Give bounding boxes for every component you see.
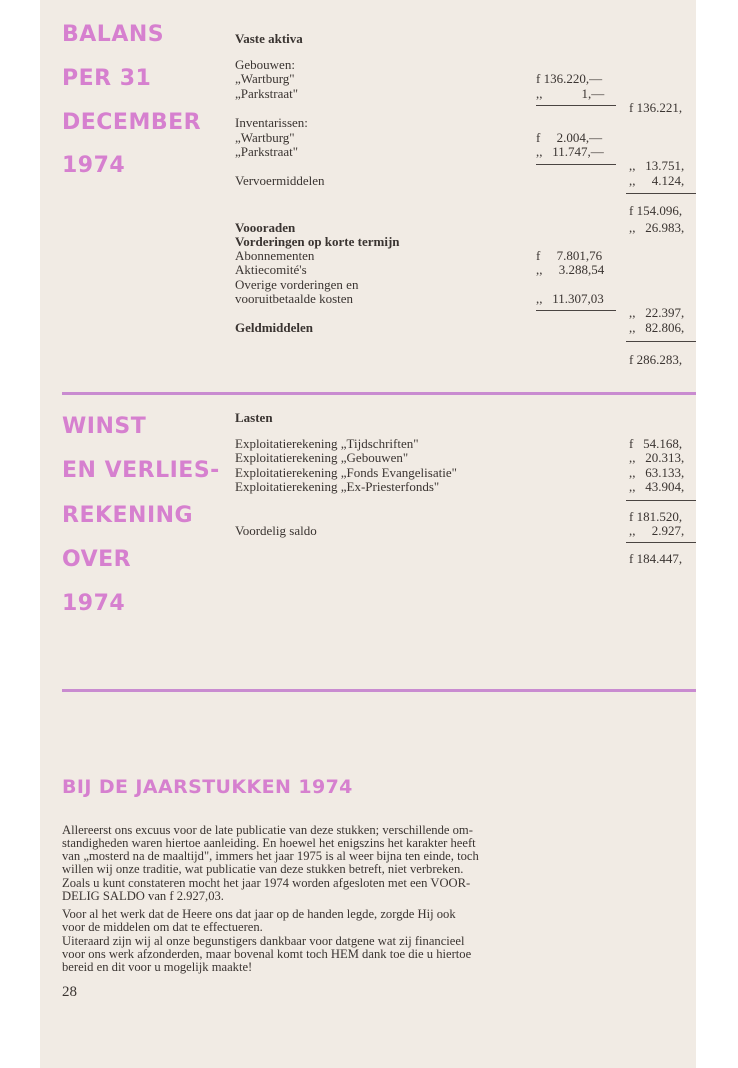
- lasten-row-1-value: f 54.168,: [629, 436, 683, 451]
- winst-heading-line-5: 1974: [62, 591, 126, 616]
- voordelig-saldo-value: ,, 2.927,: [629, 523, 685, 538]
- paragraph-line: standigheden waren hiertoe aanleiding. En hoewel het enigszins het karakter heeft: [62, 836, 476, 850]
- page-number: 28: [62, 984, 77, 1000]
- gebouwen-wartburg-value: f 136.220,—: [536, 71, 603, 86]
- balans-grand-total: f 286.283,: [629, 352, 683, 367]
- paragraph-line: Uiteraard zijn wij al onze begunstigers dankbaar voor datgene wat zij financieel: [62, 934, 465, 948]
- lasten-row-4-value: ,, 43.904,: [629, 479, 685, 494]
- lasten-row-3-label: Exploitatierekening „Fonds Evangelisatie": [235, 465, 457, 480]
- balans-subtotal: f 154.096,: [629, 203, 683, 218]
- rule: [626, 193, 696, 194]
- gebouwen-wartburg-label: „Wartburg": [235, 71, 295, 86]
- jaarstukken-title: BIJ DE JAARSTUKKEN 1974: [62, 776, 353, 798]
- winst-total: f 184.447,: [629, 551, 683, 566]
- paragraph-line: voor ons werk afzonderden, maar bovenal komt toch HEM dank toe die u hiertoe: [62, 947, 472, 961]
- aktiecomites-value: ,, 3.288,54: [536, 262, 605, 277]
- abonnementen-value: f 7.801,76: [536, 248, 603, 263]
- section-divider: [62, 689, 696, 692]
- rule: [626, 341, 696, 342]
- lasten-row-3-value: ,, 63.133,: [629, 465, 685, 480]
- inventarissen-total: ,, 13.751,: [629, 158, 685, 173]
- paragraph-line: voor de middelen om dat te effectueren.: [62, 920, 263, 934]
- geldmiddelen-value: ,, 82.806,: [629, 320, 685, 335]
- section-divider: [62, 392, 696, 395]
- vervoermiddelen-value: ,, 4.124,: [629, 173, 685, 188]
- overige-value: ,, 11.307,03: [536, 291, 604, 306]
- overige-label-1: Overige vorderingen en: [235, 277, 359, 292]
- voorraden-label: Voooraden: [235, 220, 296, 235]
- gebouwen-parkstraat-value: ,, 1,—: [536, 86, 605, 101]
- document-page: [40, 0, 696, 1068]
- rule: [536, 310, 616, 311]
- overige-label-2: vooruitbetaalde kosten: [235, 291, 354, 306]
- gebouwen-parkstraat-label: „Parkstraat": [235, 86, 299, 101]
- gebouwen-total: f 136.221,: [629, 100, 683, 115]
- lasten-row-4-label: Exploitatierekening „Ex-Priesterfonds": [235, 479, 440, 494]
- lasten-label: Lasten: [235, 410, 273, 425]
- vorderingen-total: ,, 22.397,: [629, 305, 685, 320]
- geldmiddelen-label: Geldmiddelen: [235, 320, 314, 335]
- rule: [626, 542, 696, 543]
- inventarissen-wartburg-label: „Wartburg": [235, 130, 295, 145]
- winst-heading-line-1: WINST: [62, 414, 147, 439]
- balans-heading-line-4: 1974: [62, 153, 126, 178]
- lasten-row-1-label: Exploitatierekening „Tijdschriften": [235, 436, 419, 451]
- balans-heading-line-1: BALANS: [62, 22, 165, 47]
- vorderingen-label: Vorderingen op korte termijn: [235, 234, 400, 249]
- abonnementen-label: Abonnementen: [235, 248, 315, 263]
- vaste-aktiva-label: Vaste aktiva: [235, 31, 303, 46]
- lasten-subtotal: f 181.520,: [629, 509, 683, 524]
- winst-heading-line-2: EN VERLIES-: [62, 458, 220, 483]
- inventarissen-label: Inventarissen:: [235, 115, 308, 130]
- winst-heading-line-4: OVER: [62, 547, 132, 572]
- aktiecomites-label: Aktiecomité's: [235, 262, 307, 277]
- paragraph-line: Allereerst ons excuus voor de late publicatie van deze stukken; verschillende om-: [62, 823, 473, 837]
- rule: [536, 105, 616, 106]
- lasten-row-2-value: ,, 20.313,: [629, 450, 685, 465]
- inventarissen-parkstraat-value: ,, 11.747,—: [536, 144, 604, 159]
- paragraph-line: DELIG SALDO van f 2.927,03.: [62, 889, 224, 903]
- paragraph-line: willen wij onze traditie, wat publicatie van deze stukken betreft, niet verbreken.: [62, 862, 464, 876]
- paragraph-line: Zoals u kunt constateren mocht het jaar 1974 worden afgesloten met een VOOR-: [62, 876, 471, 890]
- inventarissen-parkstraat-label: „Parkstraat": [235, 144, 299, 159]
- vervoermiddelen-label: Vervoermiddelen: [235, 173, 325, 188]
- balans-heading-line-3: DECEMBER: [62, 110, 202, 135]
- winst-heading-line-3: REKENING: [62, 503, 194, 528]
- voorraden-value: ,, 26.983,: [629, 220, 685, 235]
- paragraph-line: bereid en dit voor u mogelijk maakte!: [62, 960, 253, 974]
- gebouwen-label: Gebouwen:: [235, 57, 295, 72]
- balans-heading-line-2: PER 31: [62, 66, 152, 91]
- lasten-row-2-label: Exploitatierekening „Gebouwen": [235, 450, 409, 465]
- paragraph-line: van „mosterd na de maaltijd", immers het jaar 1975 is al weer bijna ten einde, toch: [62, 849, 479, 863]
- voordelig-saldo-label: Voordelig saldo: [235, 523, 317, 538]
- inventarissen-wartburg-value: f 2.004,—: [536, 130, 603, 145]
- rule: [536, 164, 616, 165]
- rule: [626, 500, 696, 501]
- paragraph-line: Voor al het werk dat de Heere ons dat jaar op de handen legde, zorgde Hij ook: [62, 907, 456, 921]
